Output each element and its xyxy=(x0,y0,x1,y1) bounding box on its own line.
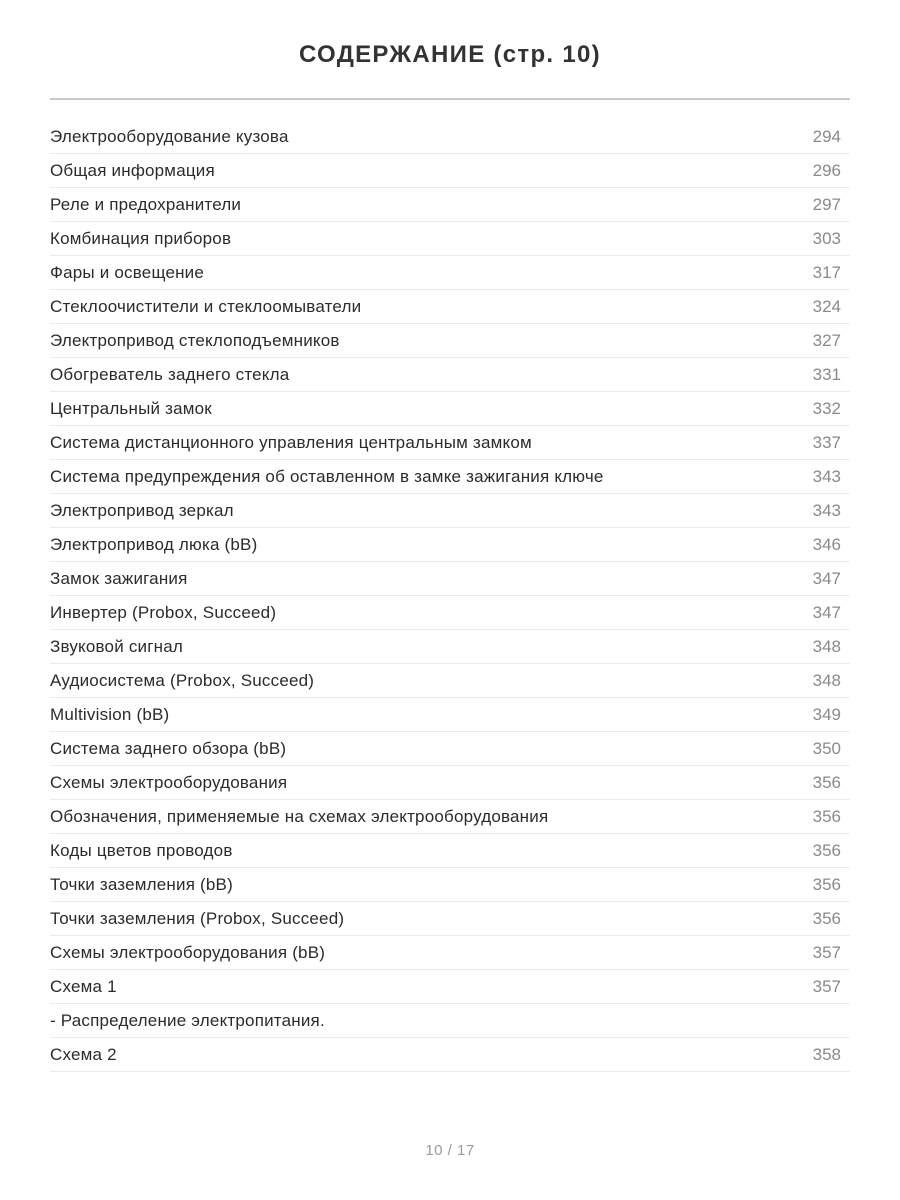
toc-item-page: 346 xyxy=(812,534,841,554)
toc-row xyxy=(50,222,850,256)
toc-item-label: Схемы электрооборудования xyxy=(50,772,288,792)
toc-item-page: 356 xyxy=(812,908,841,928)
toc-item-page: 317 xyxy=(812,262,841,282)
toc-list xyxy=(50,120,850,1072)
toc-item-page: 348 xyxy=(812,670,841,690)
toc-row xyxy=(50,834,850,868)
toc-row xyxy=(50,766,850,800)
toc-item-page: 337 xyxy=(812,432,841,452)
toc-item-page: 327 xyxy=(812,330,841,350)
toc-item-label: Обозначения, применяемые на схемах электрооборудования xyxy=(50,806,549,826)
toc-item-label: Замок зажигания xyxy=(50,568,188,588)
toc-item-label: Коды цветов проводов xyxy=(50,840,233,860)
toc-item-page: 356 xyxy=(812,874,841,894)
toc-item-label: Стеклоочистители и стеклоомыватели xyxy=(50,296,362,316)
toc-row xyxy=(50,630,850,664)
toc-row xyxy=(50,392,850,426)
toc-item-page: 356 xyxy=(812,840,841,860)
toc-row xyxy=(50,528,850,562)
toc-row xyxy=(50,562,850,596)
toc-row xyxy=(50,970,850,1004)
page-header xyxy=(50,0,850,100)
toc-item-page: 357 xyxy=(812,976,841,996)
toc-row xyxy=(50,1004,850,1038)
toc-item-page: 297 xyxy=(812,194,841,214)
page-title: СОДЕРЖАНИЕ (стр. 10) xyxy=(299,41,601,68)
toc-item-label: Точки заземления (bB) xyxy=(50,874,233,894)
toc-item-label: Электропривод зеркал xyxy=(50,500,234,520)
toc-item-label: Аудиосистема (Probox, Succeed) xyxy=(50,670,315,690)
toc-item-label: Фары и освещение xyxy=(50,262,205,282)
toc-row xyxy=(50,460,850,494)
toc-item-page: 356 xyxy=(812,806,841,826)
toc-item-label: Обогреватель заднего стекла xyxy=(50,364,290,384)
toc-row xyxy=(50,358,850,392)
toc-item-label: Система дистанционного управления центральным замком xyxy=(50,432,532,452)
toc-item-page: 357 xyxy=(812,942,841,962)
page-indicator: 10 / 17 xyxy=(425,1142,475,1159)
toc-item-page: 343 xyxy=(812,466,841,486)
toc-row xyxy=(50,868,850,902)
toc-row xyxy=(50,664,850,698)
toc-row xyxy=(50,698,850,732)
toc-row xyxy=(50,256,850,290)
toc-item-label: Система предупреждения об оставленном в замке зажигания ключе xyxy=(50,466,604,486)
toc-item-label: Система заднего обзора (bB) xyxy=(50,738,287,758)
toc-row xyxy=(50,426,850,460)
toc-item-page: 358 xyxy=(812,1044,841,1064)
toc-item-page: 350 xyxy=(812,738,841,758)
toc-item-label: - Распределение электропитания. xyxy=(50,1010,325,1030)
toc-item-page: 332 xyxy=(812,398,841,418)
toc-row xyxy=(50,596,850,630)
toc-row xyxy=(50,936,850,970)
toc-item-page: 331 xyxy=(812,364,841,384)
toc-item-label: Схемы электрооборудования (bB) xyxy=(50,942,326,962)
toc-item-label: Multivision (bB) xyxy=(50,704,170,724)
toc-item-page: 294 xyxy=(812,126,841,146)
toc-row xyxy=(50,902,850,936)
toc-item-page: 296 xyxy=(812,160,841,180)
toc-item-label: Комбинация приборов xyxy=(50,228,232,248)
toc-row xyxy=(50,732,850,766)
toc-row xyxy=(50,800,850,834)
toc-row xyxy=(50,290,850,324)
toc-item-page: 348 xyxy=(812,636,841,656)
toc-item-page: 347 xyxy=(812,602,841,622)
toc-item-label: Инвертер (Probox, Succeed) xyxy=(50,602,277,622)
toc-item-page: 343 xyxy=(812,500,841,520)
toc-item-label: Электропривод стеклоподъемников xyxy=(50,330,340,350)
toc-item-page: 303 xyxy=(812,228,841,248)
toc-item-label: Схема 2 xyxy=(50,1044,117,1064)
toc-row xyxy=(50,494,850,528)
toc-item-label: Звуковой сигнал xyxy=(50,636,183,656)
page-footer xyxy=(0,1142,900,1160)
toc-item-label: Точки заземления (Probox, Succeed) xyxy=(50,908,345,928)
toc-item-label: Электрооборудование кузова xyxy=(50,126,289,146)
toc-item-label: Электропривод люка (bB) xyxy=(50,534,258,554)
toc-row xyxy=(50,154,850,188)
toc-item-page: 347 xyxy=(812,568,841,588)
toc-item-page: 349 xyxy=(812,704,841,724)
toc-row xyxy=(50,1038,850,1072)
toc-row xyxy=(50,324,850,358)
toc-item-page: 324 xyxy=(812,296,841,316)
toc-item-label: Центральный замок xyxy=(50,398,212,418)
toc-item-label: Общая информация xyxy=(50,160,215,180)
toc-item-page: 356 xyxy=(812,772,841,792)
toc-item-label: Схема 1 xyxy=(50,976,117,996)
toc-row xyxy=(50,188,850,222)
toc-row xyxy=(50,120,850,154)
toc-item-label: Реле и предохранители xyxy=(50,194,242,214)
